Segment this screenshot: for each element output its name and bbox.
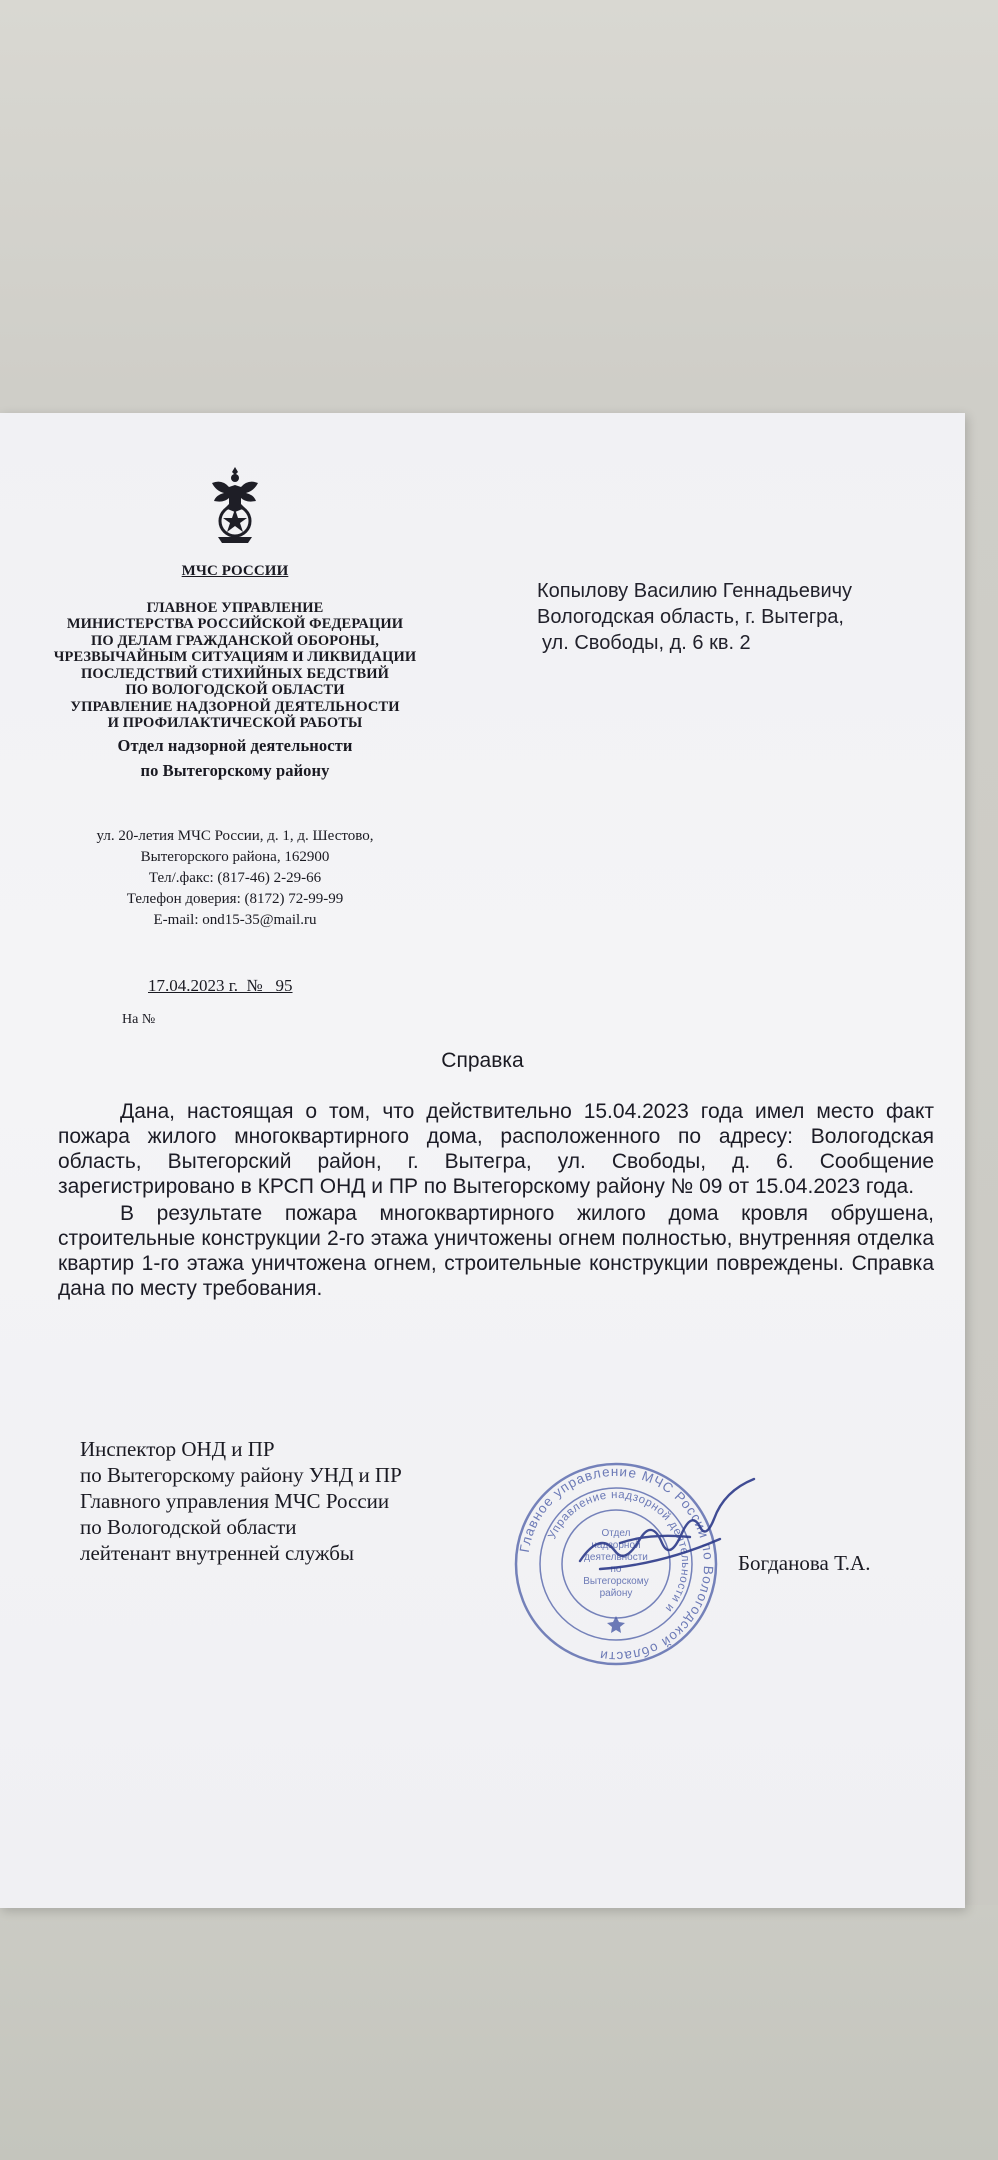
org-line: ПО ВОЛОГОДСКОЙ ОБЛАСТИ bbox=[125, 682, 345, 698]
contact-email: E-mail: ond15-35@mail.ru bbox=[153, 912, 317, 928]
signer-line: Главного управления МЧС России bbox=[80, 1489, 390, 1513]
mchs-emblem-icon bbox=[204, 465, 266, 545]
contact-line: Телефон доверия: (8172) 72-99-99 bbox=[126, 891, 344, 907]
org-line: ГЛАВНОЕ УПРАВЛЕНИЕ bbox=[146, 599, 324, 616]
document-title: Справка bbox=[441, 1049, 524, 1072]
org-line: ПОСЛЕДСТВИЙ СТИХИЙНЫХ БЕДСТВИЙ bbox=[81, 665, 389, 682]
organization-contacts bbox=[30, 826, 440, 931]
stamp-center-line: деятельности bbox=[584, 1552, 648, 1563]
signer-position bbox=[80, 1436, 500, 1566]
org-line: ПО ДЕЛАМ ГРАЖДАНСКОЙ ОБОРОНЫ, bbox=[91, 632, 379, 649]
organization-header bbox=[30, 563, 440, 782]
body-paragraph: Дана, настоящая о том, что действительно 15.04.2023 года имел место факт пожара жилого многоквартирного дома, расположенного по адресу: Вологодская область, Вытегорский район, г. Вытегра, ул. Свободы, д. 6. Сообщение зарегистрировано в КРСП ОНД и ПР по Вытегорскому району № 09 от 15.04.2023 года. bbox=[58, 1100, 934, 1198]
document-body bbox=[58, 1099, 934, 1303]
recipient-name: Копылову Василию Геннадьевичу bbox=[537, 580, 853, 602]
org-line: МИНИСТЕРСТВА РОССИЙСКОЙ ФЕДЕРАЦИИ bbox=[66, 616, 404, 632]
recipient-address-line: Вологодская область, г. Вытегра, bbox=[537, 606, 844, 628]
signer-name: Богданова Т.А. bbox=[738, 1551, 871, 1575]
stamp-inner-text: Управление надзорной деятельности и bbox=[546, 1488, 692, 1615]
recipient-address-line: ул. Свободы, д. 6 кв. 2 bbox=[542, 632, 751, 654]
signer-line: Инспектор ОНД и ПР bbox=[80, 1437, 275, 1461]
stamp-star-icon bbox=[607, 1616, 625, 1633]
recipient-block bbox=[537, 578, 947, 656]
contact-line: Тел/.факс: (817-46) 2-29-66 bbox=[148, 870, 322, 886]
contact-line: ул. 20-летия МЧС России, д. 1, д. Шестово, bbox=[96, 828, 374, 844]
org-line: И ПРОФИЛАКТИЧЕСКОЙ РАБОТЫ bbox=[107, 715, 363, 731]
stamp-center-line: Отдел bbox=[601, 1528, 631, 1539]
reply-reference: На № bbox=[122, 1012, 156, 1027]
agency-name: МЧС РОССИИ bbox=[181, 563, 289, 579]
signer-line: лейтенант внутренней службы bbox=[80, 1541, 355, 1565]
org-line: ЧРЕЗВЫЧАЙНЫМ СИТУАЦИЯМ И ЛИКВИДАЦИИ bbox=[53, 649, 417, 665]
stamp-center-line: району bbox=[599, 1588, 633, 1599]
handwritten-signature bbox=[560, 1473, 760, 1593]
stamp-center-line: Вытегорскому bbox=[583, 1576, 649, 1587]
background-surface bbox=[0, 1905, 998, 2160]
signer-line: по Вологодской области bbox=[80, 1515, 297, 1539]
department-line: Отдел надзорной деятельности bbox=[117, 735, 353, 755]
department-line: по Вытегорскому району bbox=[140, 760, 330, 780]
stamp-outer-text: Главное управление МЧС России по Вологодской области bbox=[516, 1463, 717, 1665]
org-line: УПРАВЛЕНИЕ НАДЗОРНОЙ ДЕЯТЕЛЬНОСТИ bbox=[70, 698, 400, 715]
signer-line: по Вытегорскому району УНД и ПР bbox=[80, 1463, 402, 1487]
outgoing-reference: 17.04.2023 г. № 95 bbox=[148, 976, 293, 995]
stamp-center-line: по bbox=[610, 1564, 622, 1575]
body-paragraph: В результате пожара многоквартирного жилого дома кровля обрушена, строительные конструкции 2-го этажа уничтожены огнем полностью, внутренняя отделка квартир 1-го этажа уничтожена огнем, строительные конструкции повреждены. Справка дана по месту требования. bbox=[58, 1202, 934, 1300]
document-page bbox=[0, 413, 965, 1908]
stamp-center-line: надзорной bbox=[591, 1540, 641, 1551]
contact-line: Вытегорского района, 162900 bbox=[140, 849, 330, 865]
